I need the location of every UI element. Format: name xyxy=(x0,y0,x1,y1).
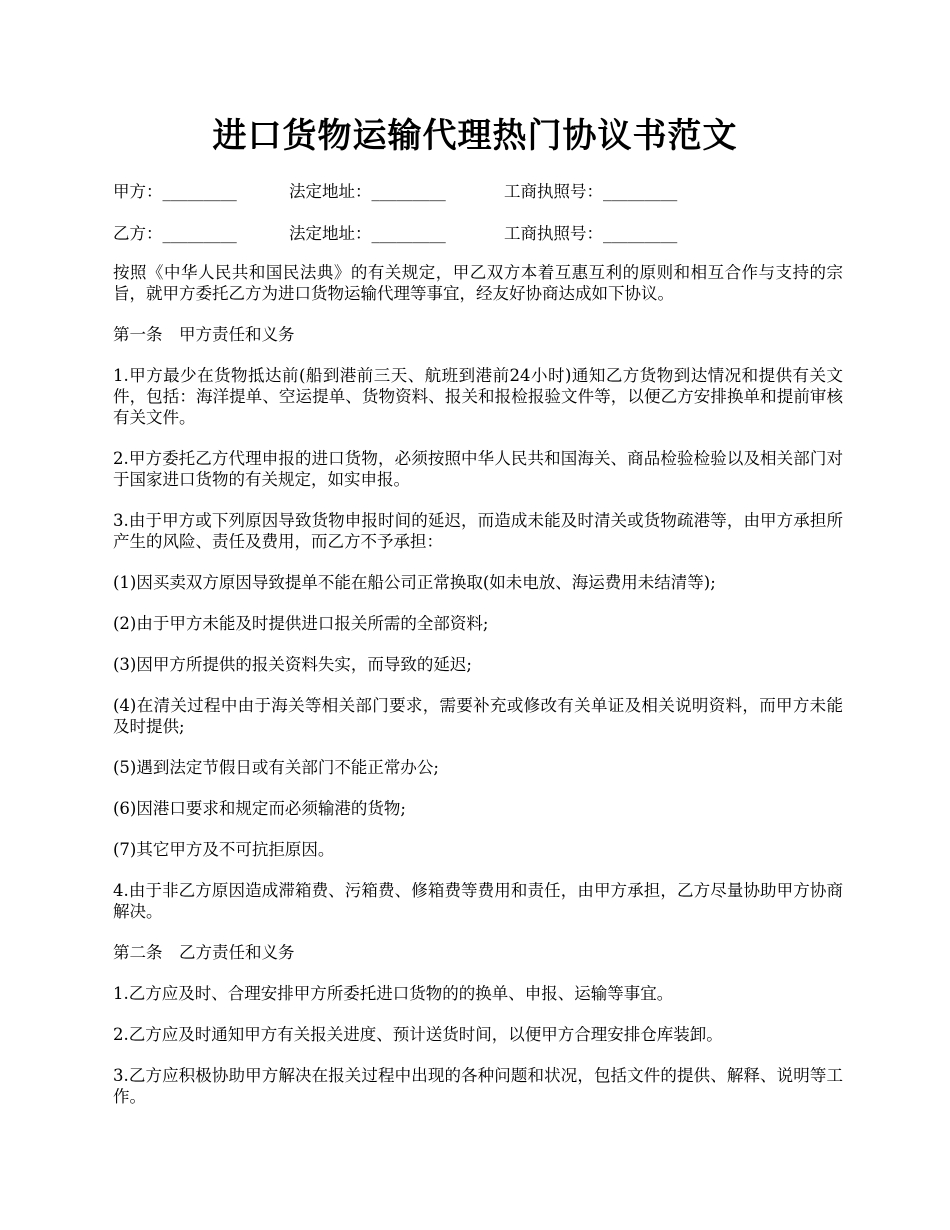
party-a-name: 甲方：_________ xyxy=(113,182,237,201)
list-item: (2)由于甲方未能及时提供进口报关所需的全部资料; xyxy=(113,614,489,633)
list-item: (6)因港口要求和规定而必须输港的货物; xyxy=(113,799,406,818)
party-b-address: 法定地址：_________ xyxy=(289,224,446,243)
intro-paragraph: 按照《中华人民共和国民法典》的有关规定，甲乙双方本着互惠互利的原则和相互合作与支持的宗旨，就甲方委托乙方为进口货物运输代理等事宜，经友好协商达成如下协议。 xyxy=(113,263,843,303)
paragraph: 1.乙方应及时、合理安排甲方所委托进口货物的的换单、申报、运输等事宜。 xyxy=(113,984,674,1003)
article-2-heading: 第二条 乙方责任和义务 xyxy=(113,943,295,962)
list-item: (3)因甲方所提供的报关资料失实，而导致的延迟; xyxy=(113,655,472,674)
list-item: (5)遇到法定节假日或有关部门不能正常办公; xyxy=(113,758,439,777)
list-item: (4)在清关过程中由于海关等相关部门要求，需要补充或修改有关单证及相关说明资料，而甲方未能及时提供; xyxy=(113,696,843,736)
party-a-license: 工商执照号：_________ xyxy=(504,182,678,201)
paragraph: 4.由于非乙方原因造成滞箱费、污箱费、修箱费等费用和责任，由甲方承担，乙方尽量协助甲方协商解决。 xyxy=(113,881,843,921)
document-title: 进口货物运输代理热门协议书范文 xyxy=(212,116,738,156)
list-item: (1)因买卖双方原因导致提单不能在船公司正常换取(如未电放、海运费用未结清等); xyxy=(113,573,716,592)
paragraph: 2.甲方委托乙方代理申报的进口货物，必须按照中华人民共和国海关、商品检验检验以及相关部门对于国家进口货物的有关规定，如实申报。 xyxy=(113,449,843,489)
paragraph: 1.甲方最少在货物抵达前(船到港前三天、航班到港前24小时)通知乙方货物到达情况和提供有关文件，包括：海洋提单、空运提单、货物资料、报关和报检报验文件等，以便乙方安排换单和提前审核有关文件。 xyxy=(113,366,843,427)
document-body xyxy=(113,262,843,1127)
paragraph: 3.由于甲方或下列原因导致货物申报时间的延迟，而造成未能及时清关或货物疏港等，由甲方承担所产生的风险、责任及费用，而乙方不予承担： xyxy=(113,511,843,551)
list-item: (7)其它甲方及不可抗拒原因。 xyxy=(113,840,335,859)
paragraph: 3.乙方应积极协助甲方解决在报关过程中出现的各种问题和状况，包括文件的提供、解释、说明等工作。 xyxy=(113,1066,843,1106)
party-a-address: 法定地址：_________ xyxy=(289,182,446,201)
article-1-heading: 第一条 甲方责任和义务 xyxy=(113,325,295,344)
party-b-name: 乙方：_________ xyxy=(113,224,237,243)
paragraph: 2.乙方应及时通知甲方有关报关进度、预计送货时间，以便甲方合理安排仓库装卸。 xyxy=(113,1025,723,1044)
party-b-license: 工商执照号：_________ xyxy=(504,224,678,243)
